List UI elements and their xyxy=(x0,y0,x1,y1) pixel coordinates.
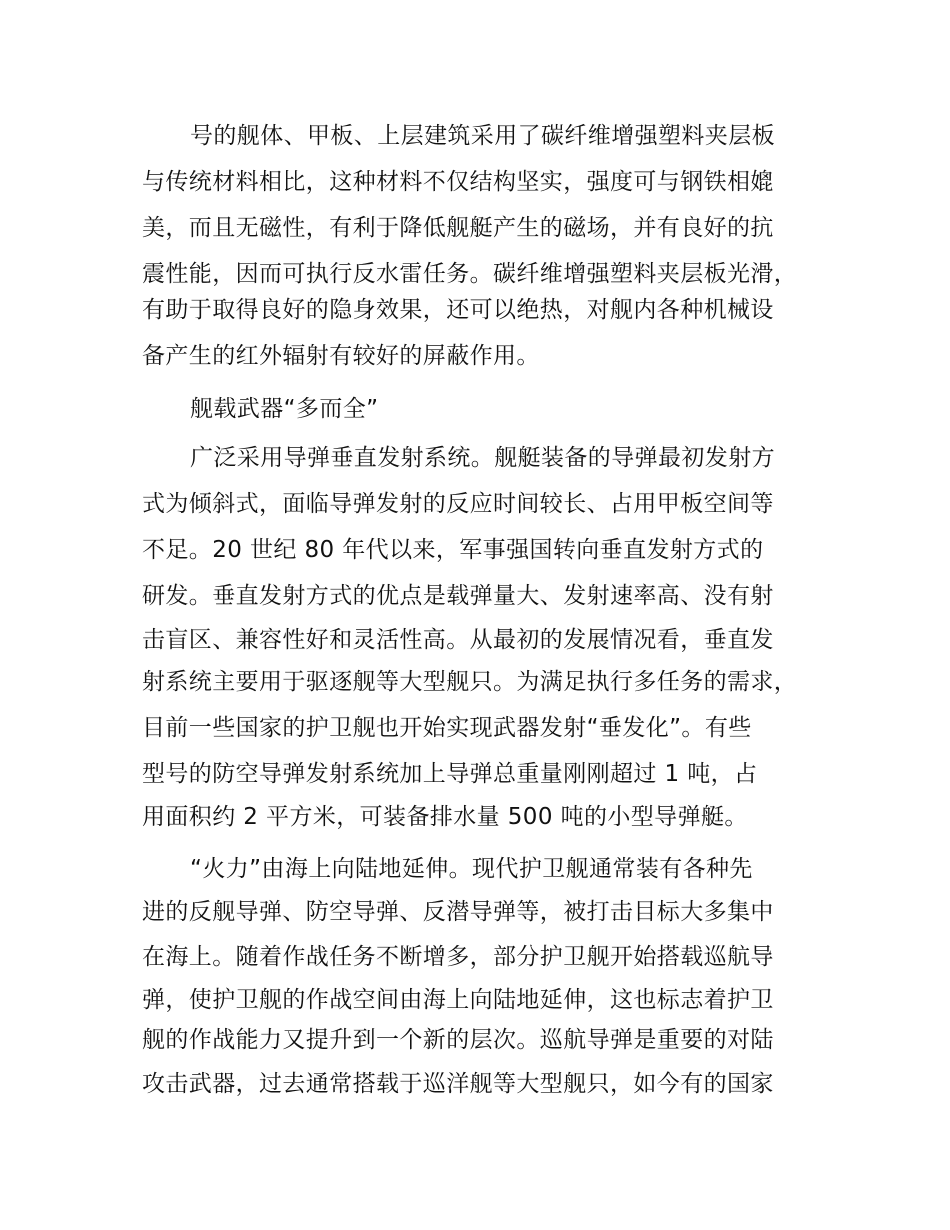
paragraph-line: 广泛采用导弹垂直发射系统。舰艇装备的导弹最初发射方 xyxy=(190,445,775,471)
paragraph-line: 在海上。随着作战任务不断增多，部分护卫舰开始搭载巡航导 xyxy=(142,944,774,970)
paragraph-line: 射系统主要用于驱逐舰等大型舰只。为满足执行多任务的需求， xyxy=(142,669,798,695)
paragraph-line: 进的反舰导弹、防空导弹、反潜导弹等，被打击目标大多集中 xyxy=(142,899,774,925)
paragraph-line: 式为倾斜式，面临导弹发射的反应时间较长、占用甲板空间等 xyxy=(142,491,774,517)
paragraph-line: 震性能，因而可执行反水雷任务。碳纤维增强塑料夹层板光滑， xyxy=(142,261,798,287)
paragraph-line: 击盲区、兼容性好和灵活性高。从最初的发展情况看，垂直发 xyxy=(142,627,774,653)
paragraph-line: 有助于取得良好的隐身效果，还可以绝热，对舰内各种机械设 xyxy=(142,297,774,323)
section-heading: 舰载武器“多而全” xyxy=(190,396,379,422)
paragraph-line: 型号的防空导弹发射系统加上导弹总重量刚刚超过 1 吨，占 xyxy=(142,761,758,787)
paragraph-line: 美，而且无磁性，有利于降低舰艇产生的磁场，并有良好的抗 xyxy=(142,215,774,241)
paragraph-line: 不足。20 世纪 80 年代以来，军事强国转向垂直发射方式的 xyxy=(142,537,764,563)
paragraph-line: 号的舰体、甲板、上层建筑采用了碳纤维增强塑料夹层板 xyxy=(190,123,775,149)
paragraph-line: 舰的作战能力又提升到一个新的层次。巡航导弹是重要的对陆 xyxy=(142,1027,774,1053)
paragraph-line: “火力”由海上向陆地延伸。现代护卫舰通常装有各种先 xyxy=(190,856,753,882)
paragraph-line: 攻击武器，过去通常搭载于巡洋舰等大型舰只，如今有的国家 xyxy=(142,1071,774,1097)
paragraph-line: 目前一些国家的护卫舰也开始实现武器发射“垂发化”。有些 xyxy=(142,715,752,741)
paragraph-line: 弹，使护卫舰的作战空间由海上向陆地延伸，这也标志着护卫 xyxy=(142,987,774,1013)
paragraph-line: 研发。垂直发射方式的优点是载弹量大、发射速率高、没有射 xyxy=(142,583,774,609)
paragraph-line: 用面积约 2 平方米，可装备排水量 500 吨的小型导弹艇。 xyxy=(142,804,748,830)
paragraph-line: 与传统材料相比，这种材料不仅结构坚实，强度可与钢铁相媲 xyxy=(142,169,774,195)
paragraph-line: 备产生的红外辐射有较好的屏蔽作用。 xyxy=(142,343,540,369)
